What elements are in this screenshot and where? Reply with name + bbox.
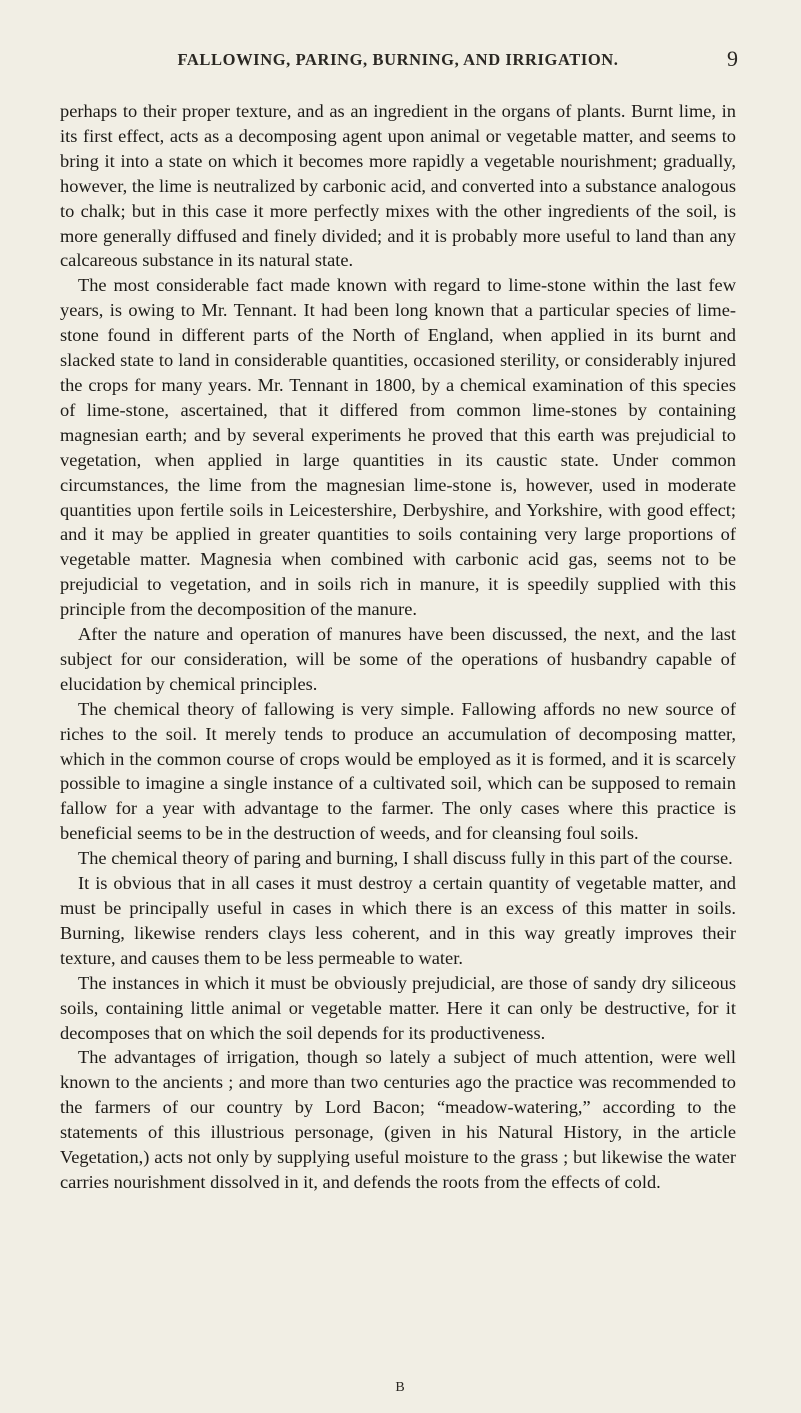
- paragraph-burning-effects: It is obvious that in all cases it must destroy a certain quantity of vegetable matter, and must be principally useful in cases in which there is an excess of this matter in soils. Burning, likewise renders clays less coherent, and in this way greatly improves their texture, and causes them to be less permeable to water.: [60, 873, 736, 968]
- body-text: [60, 99, 736, 1195]
- paragraph-fallowing: The chemical theory of fallowing is very simple. Fallowing affords no new source of riches to the soil. It merely tends to produce an accumulation of decomposing matter, which in the common course of crops would be employed as it is formed, and it is scarcely possible to imagine a single instance of a cultivated soil, which can be supposed to remain fallow for a year with advantage to the farmer. The only cases where this practice is beneficial seems to be in the destruction of weeds, and for cleansing foul soils.: [60, 698, 736, 844]
- paragraph-magnesian-limestone: The most considerable fact made known with regard to lime-stone within the last few years, is owing to Mr. Tennant. It had been long known that a particular species of lime-stone found in different parts of the North of England, when applied in its burnt and slacked state to land in considerable quantities, occasioned sterility, or considerably injured the crops for many years. Mr. Tennant in 1800, by a chemical examination of this species of lime-stone, ascertained, that it differed from common lime-stones by containing magnesian earth; and by several experiments he proved that this earth was prejudicial to vegetation, when applied in large quantities in its caustic state. Under common circumstances, the lime from the magnesian lime-stone is, however, used in moderate quantities upon fertile soils in Leicestershire, Derbyshire, and Yorkshire, with good effect; and it may be applied in greater quantities to soils containing very large proportions of vegetable matter. Magnesia when combined with carbonic acid gas, seems not to be prejudicial to vegetation, and in soils rich in manure, it is speedily supplied with this principle from the decomposition of the manure.: [60, 275, 736, 620]
- paragraph-prejudicial-cases: The instances in which it must be obviously prejudicial, are those of sandy dry siliceous soils, containing little animal or vegetable matter. Here it can only be destructive, for it decomposes that on which the soil depends for its productiveness.: [60, 972, 736, 1043]
- paragraph-lime-effects: perhaps to their proper texture, and as an ingredient in the organs of plants. Burnt lime, in its first effect, acts as a decomposing agent upon animal or vegetable matter, and seems to bring it into a state on which it becomes more rapidly a vegetable nourishment; gradually, however, the lime is neutralized by carbonic acid, and converted into a substance analogous to chalk; but in this case it more perfectly mixes with the other ingredients of the soil, is more generally diffused and finely divided; and it is probably more useful to land than any calcareous substance in its natural state.: [60, 101, 736, 271]
- page-number: 9: [727, 46, 738, 71]
- signature-mark: B: [395, 1380, 406, 1395]
- paragraph-husbandry-operations: After the nature and operation of manures have been discussed, the next, and the last subject for our consideration, will be some of the operations of husbandry capable of elucidation by chemical principles.: [60, 624, 736, 694]
- running-title: FALLOWING, PARING, BURNING, AND IRRIGATION.: [177, 50, 619, 69]
- paragraph-paring-burning: The chemical theory of paring and burning, I shall discuss fully in this part of the course.: [78, 848, 733, 869]
- paragraph-irrigation: The advantages of irrigation, though so lately a subject of much attention, were well known to the ancients ; and more than two centuries ago the practice was recommended to the farmers of our country by Lord Bacon; “meadow-watering,” according to the statements of this illustrious personage, (given in his Natural History, in the article Vegetation,) acts not only by supplying useful moisture to the grass ; but likewise the water carries nourishment dissolved in it, and defends the roots from the effects of cold.: [60, 1047, 736, 1192]
- running-head: [60, 46, 738, 78]
